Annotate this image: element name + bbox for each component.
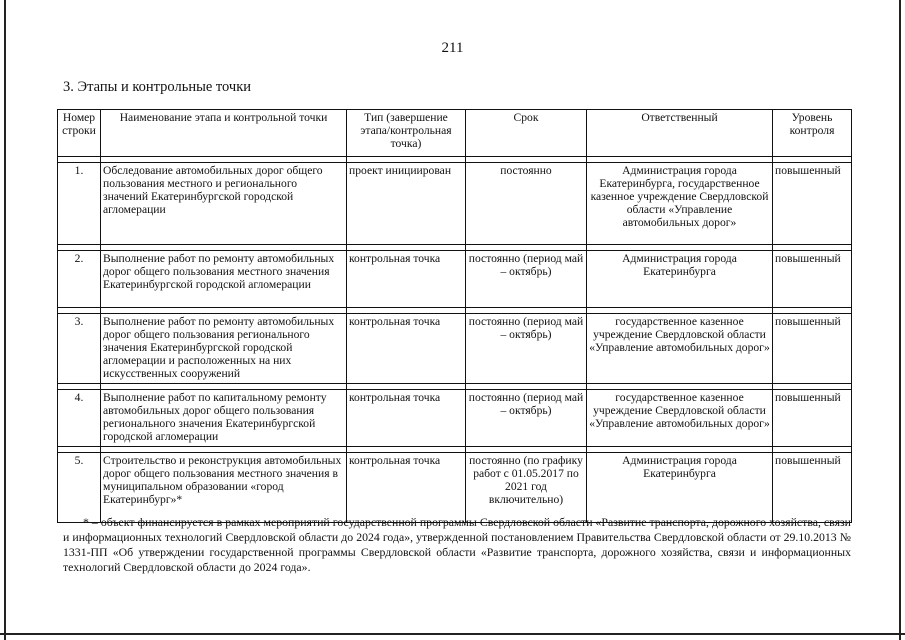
header-num: Номер строки <box>58 110 101 157</box>
scan-border-left <box>4 0 6 640</box>
row-level: повышенный <box>773 163 852 245</box>
footnote-text: * – объект финансируется в рамках мероприятий государственной программы Свердловской области «Развитие транспорта, дорожного хозяйства, связи и информационных технологий Свердловской области до 2024 года», утвержденной постановлением Правительства Свердловской области от 29.10.2013 № 1331-ПП «Об утверждении государственной программы Свердловской области «Развитие транспорта, дорожного хозяйства, связи и информационных технологий Свердловской области до 2024 года». <box>63 515 851 574</box>
row-name: Строительство и реконструкция автомобильных дорог общего пользования местного значения в муниципальном образовании «город Екатеринбург»* <box>101 453 347 523</box>
table-header-row <box>58 110 852 157</box>
row-term: постоянно <box>466 163 587 245</box>
row-type: контрольная точка <box>347 251 466 308</box>
row-type: контрольная точка <box>347 314 466 384</box>
row-num: 5. <box>58 453 101 523</box>
row-name: Выполнение работ по капитальному ремонту автомобильных дорог общего пользования регионального значения Екатеринбургской городской агломерации <box>101 390 347 447</box>
page-number: 211 <box>441 40 464 56</box>
table-row <box>58 251 852 308</box>
row-num: 3. <box>58 314 101 384</box>
row-term: постоянно (период май – октябрь) <box>466 251 587 308</box>
row-num: 1. <box>58 163 101 245</box>
row-term: постоянно (период май – октябрь) <box>466 390 587 447</box>
row-responsible: государственное казенное учреждение Свердловской области «Управление автомобильных дорог» <box>587 390 773 447</box>
row-num: 4. <box>58 390 101 447</box>
table-row <box>58 390 852 447</box>
row-type: контрольная точка <box>347 453 466 523</box>
footnote <box>63 515 851 575</box>
header-term: Срок <box>466 110 587 157</box>
row-responsible: Администрация города Екатеринбурга, государственное казенное учреждение Свердловской области «Управление автомобильных дорог» <box>587 163 773 245</box>
header-responsible: Ответственный <box>587 110 773 157</box>
row-responsible: Администрация города Екатеринбурга <box>587 453 773 523</box>
header-name: Наименование этапа и контрольной точки <box>101 110 347 157</box>
row-responsible: Администрация города Екатеринбурга <box>587 251 773 308</box>
row-level: повышенный <box>773 251 852 308</box>
table-row <box>58 314 852 384</box>
header-type: Тип (завершение этапа/контрольная точка) <box>347 110 466 157</box>
table-row <box>58 163 852 245</box>
row-responsible: государственное казенное учреждение Свердловской области «Управление автомобильных дорог» <box>587 314 773 384</box>
row-type: контрольная точка <box>347 390 466 447</box>
row-name: Выполнение работ по ремонту автомобильных дорог общего пользования местного значения Екатеринбургской городской агломерации <box>101 251 347 308</box>
row-name: Обследование автомобильных дорог общего пользования местного и регионального значений Екатеринбургской городской агломерации <box>101 163 347 245</box>
scan-border-bottom <box>0 633 905 635</box>
row-term: постоянно (по графику работ с 01.05.2017 по 2021 год включительно) <box>466 453 587 523</box>
stages-table <box>57 109 852 523</box>
row-level: повышенный <box>773 453 852 523</box>
table-row <box>58 453 852 523</box>
row-type: проект инициирован <box>347 163 466 245</box>
row-term: постоянно (период май – октябрь) <box>466 314 587 384</box>
header-level: Уровень контроля <box>773 110 852 157</box>
row-name: Выполнение работ по ремонту автомобильных дорог общего пользования регионального значения Екатеринбургской городской агломерации и расположенных на них искусственных сооружений <box>101 314 347 384</box>
row-level: повышенный <box>773 390 852 447</box>
section-heading: 3. Этапы и контрольные точки <box>63 79 252 95</box>
scan-border-right <box>899 0 901 640</box>
row-level: повышенный <box>773 314 852 384</box>
row-num: 2. <box>58 251 101 308</box>
